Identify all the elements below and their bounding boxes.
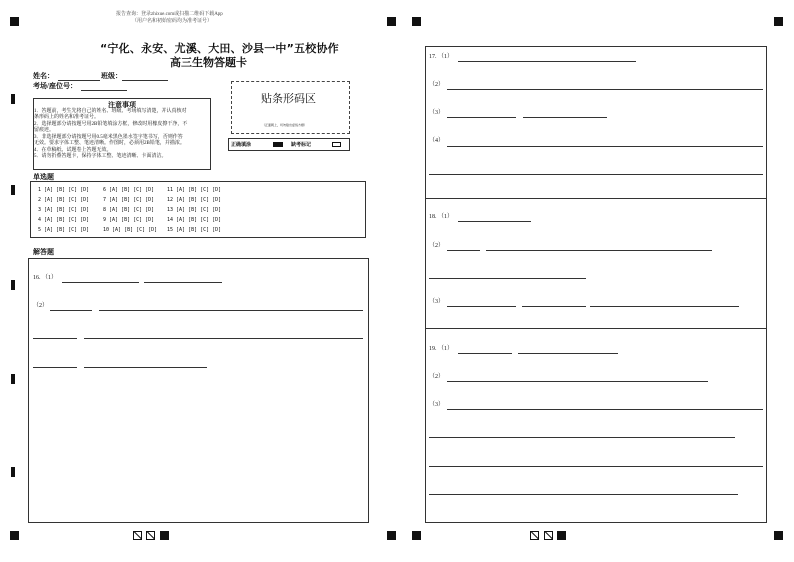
q17-part4-blank-a[interactable] bbox=[447, 146, 763, 147]
name-field[interactable] bbox=[58, 80, 100, 81]
barcode-hint: （正面朝上，切勿贴出虚线方框） bbox=[262, 123, 308, 127]
notice-line: 1．答题前，考生先将自己的姓名、班级、考场填写清楚，并认真核对 bbox=[34, 109, 187, 114]
mcq-item[interactable]: 8 [A] [B] [C] [D] bbox=[103, 207, 155, 213]
mcq-item[interactable]: 13 [A] [B] [C] [D] bbox=[167, 207, 222, 213]
q18-part1-label: 18. （1） bbox=[429, 214, 454, 220]
page-title: “宁化、永安、尤溪、大田、沙县一中”五校协作 bbox=[100, 42, 339, 55]
mcq-item[interactable]: 4 [A] [B] [C] [D] bbox=[38, 217, 90, 223]
notice-line: 无效。要求字体工整、笔迹清晰。作图时，必须用2B铅笔，并描浓。 bbox=[34, 141, 185, 146]
q17-part3-blank-a[interactable] bbox=[447, 117, 516, 118]
mcq-item[interactable]: 5 [A] [B] [C] [D] bbox=[38, 227, 90, 233]
q17-part2-blank[interactable] bbox=[447, 89, 763, 90]
mcq-item[interactable]: 9 [A] [B] [C] [D] bbox=[103, 217, 155, 223]
q18-part2-blank-a[interactable] bbox=[447, 250, 480, 251]
q16-part1-blank-b[interactable] bbox=[144, 282, 222, 283]
notice-line: 3．非选择题部分请按题号用0.5毫米黑色墨水签字笔书写，否则作答 bbox=[34, 135, 183, 140]
q17-part2-label: （2） bbox=[429, 82, 445, 88]
watermark-line-1: 报告查询：登录zhixue.com或扫描二维码下载App bbox=[116, 12, 223, 17]
q18-part3-blank-a[interactable] bbox=[447, 306, 516, 307]
q16-part1-blank-a[interactable] bbox=[62, 282, 139, 283]
watermark-line-2: （用户名和初始密码均为准考证号） bbox=[132, 19, 213, 24]
q18-part2-blank-b[interactable] bbox=[486, 250, 712, 251]
mcq-item[interactable]: 14 [A] [B] [C] [D] bbox=[167, 217, 222, 223]
q19-part3-blank-d[interactable] bbox=[429, 494, 738, 495]
corner-mark-bottom-left bbox=[10, 531, 19, 540]
exam-seat-label: 考场/座位号： bbox=[33, 82, 77, 90]
q17-part3-blank-b[interactable] bbox=[523, 117, 607, 118]
q17-part4-label: （4） bbox=[429, 138, 445, 144]
timing-mark bbox=[11, 185, 15, 195]
page-code-mark bbox=[557, 531, 566, 540]
q18-part2-label: （2） bbox=[429, 243, 445, 249]
q16-part2-blank-e[interactable] bbox=[33, 367, 77, 368]
q19-part1-label: 19. （1） bbox=[429, 346, 454, 352]
page-subtitle: 高三生物答题卡 bbox=[170, 56, 247, 69]
page-code-mark bbox=[530, 531, 539, 540]
mcq-item[interactable]: 6 [A] [B] [C] [D] bbox=[103, 187, 155, 193]
notice-line: 2．选择题部分请按题号用2B铅笔填涂方框，修改时用橡皮擦干净，不 bbox=[34, 122, 188, 127]
q18-part3-blank-c[interactable] bbox=[590, 306, 739, 307]
single-choice-title: 单选题 bbox=[33, 173, 54, 181]
q19-part3-blank-b[interactable] bbox=[429, 437, 735, 438]
q16-part2-blank-c[interactable] bbox=[33, 338, 77, 339]
q16-part2-blank-b[interactable] bbox=[99, 310, 363, 311]
q16-part2-label: （2） bbox=[33, 303, 49, 309]
corner-mark-top-right bbox=[774, 17, 783, 26]
page-code-mark bbox=[160, 531, 169, 540]
q16-part1-label: 16. （1） bbox=[33, 275, 58, 281]
corner-mark-bottom-right bbox=[774, 531, 783, 540]
page-code-mark bbox=[544, 531, 553, 540]
notice-line: 条形码上的姓名和准考证号。 bbox=[34, 115, 100, 120]
timing-mark bbox=[11, 94, 15, 104]
correct-fill-label: 正确填涂 bbox=[231, 143, 252, 148]
q16-part2-blank-f[interactable] bbox=[84, 367, 207, 368]
page-code-mark bbox=[146, 531, 155, 540]
corner-mark-bottom-mid-left bbox=[387, 531, 396, 540]
name-label: 姓名： bbox=[33, 72, 54, 80]
notice-line: 4．在草稿纸、试题卷上答题无效。 bbox=[34, 148, 112, 153]
q19-part3-blank-a[interactable] bbox=[447, 409, 763, 410]
q17-part3-label: （3） bbox=[429, 110, 445, 116]
mcq-item[interactable]: 10 [A] [B] [C] [D] bbox=[103, 227, 158, 233]
q19-part2-blank[interactable] bbox=[447, 381, 708, 382]
q18-part2-blank-c[interactable] bbox=[429, 278, 586, 279]
missing-exam-checkbox[interactable] bbox=[332, 142, 341, 147]
notice-title: 注意事项 bbox=[108, 101, 136, 109]
corner-mark-top-left bbox=[10, 17, 19, 26]
q18-part3-blank-b[interactable] bbox=[522, 306, 586, 307]
q17-part4-blank-b[interactable] bbox=[429, 174, 763, 175]
q18-part3-label: （3） bbox=[429, 299, 445, 305]
q17-part1-blank[interactable] bbox=[458, 61, 636, 62]
answer-section-title: 解答题 bbox=[33, 248, 54, 256]
q19-part1-blank-a[interactable] bbox=[458, 353, 512, 354]
q19-part2-label: （2） bbox=[429, 374, 445, 380]
page-code-mark bbox=[133, 531, 142, 540]
q19-part1-blank-b[interactable] bbox=[518, 353, 618, 354]
correct-fill-sample bbox=[273, 142, 283, 147]
divider-q18-q19 bbox=[425, 328, 767, 329]
q19-part3-blank-c[interactable] bbox=[429, 466, 763, 467]
corner-mark-top-mid-left bbox=[387, 17, 396, 26]
timing-mark bbox=[11, 280, 15, 290]
exam-seat-field[interactable] bbox=[81, 90, 127, 91]
mcq-item[interactable]: 3 [A] [B] [C] [D] bbox=[38, 207, 90, 213]
mcq-item[interactable]: 7 [A] [B] [C] [D] bbox=[103, 197, 155, 203]
missing-exam-label: 缺考标记 bbox=[291, 143, 312, 148]
q18-part1-blank[interactable] bbox=[458, 221, 531, 222]
class-field[interactable] bbox=[122, 80, 168, 81]
barcode-label: 贴条形码区 bbox=[261, 93, 316, 105]
mcq-item[interactable]: 2 [A] [B] [C] [D] bbox=[38, 197, 90, 203]
class-label: 班级： bbox=[101, 72, 122, 80]
timing-mark bbox=[11, 374, 15, 384]
mcq-item[interactable]: 1 [A] [B] [C] [D] bbox=[38, 187, 90, 193]
corner-mark-top-mid-right bbox=[412, 17, 421, 26]
q19-part3-label: （3） bbox=[429, 402, 445, 408]
timing-mark bbox=[11, 467, 15, 477]
mcq-item[interactable]: 12 [A] [B] [C] [D] bbox=[167, 197, 222, 203]
mcq-item[interactable]: 15 [A] [B] [C] [D] bbox=[167, 227, 222, 233]
q16-part2-blank-a[interactable] bbox=[50, 310, 92, 311]
notice-line: 5．请勿折叠答题卡，保持字体工整、笔迹清晰、卡面清洁。 bbox=[34, 154, 167, 159]
divider-q17-q18 bbox=[425, 198, 767, 199]
corner-mark-bottom-mid-right bbox=[412, 531, 421, 540]
notice-line: 留痕迹。 bbox=[34, 128, 55, 133]
q17-part1-label: 17. （1） bbox=[429, 54, 454, 60]
mcq-item[interactable]: 11 [A] [B] [C] [D] bbox=[167, 187, 222, 193]
q16-part2-blank-d[interactable] bbox=[84, 338, 363, 339]
q16-answer-box bbox=[28, 258, 369, 523]
